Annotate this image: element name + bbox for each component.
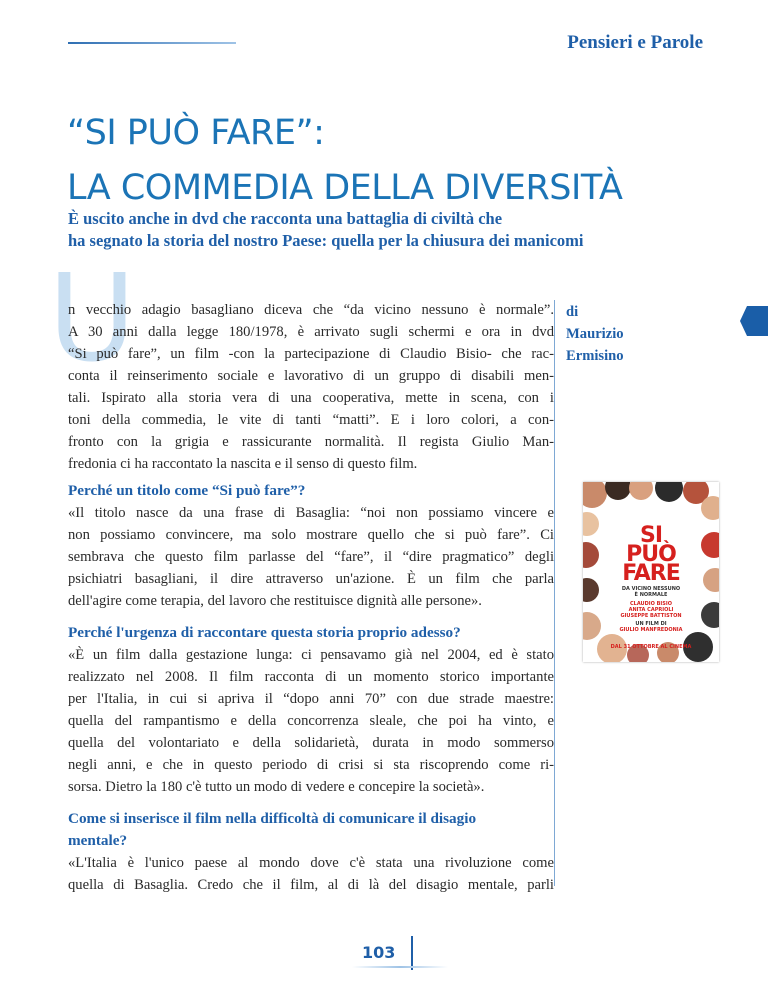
interview-answer [68,502,554,612]
poster-face [583,482,607,508]
poster-release: DAL 31 OTTOBRE AL CINEMA [610,644,692,650]
interview-question [68,808,554,852]
subtitle-line-1: È uscito anche in dvd che racconta una battaglia di civiltà che [68,209,503,228]
poster-face [605,482,631,500]
subtitle-line-2: ha segnato la storia del nostro Paese: quella per la chiusura dei manicomi [68,231,584,250]
article-subtitle [68,208,728,252]
answer-line: psichiatri basagliani, il dire attraverso un'azione. È un film che parla [68,571,554,587]
poster-director: GIULIO MANFREDONIA [619,627,683,633]
answer-line: negli anni, e che in questo periodo di crisi si sta riscoprendo come ri- [68,757,554,773]
interview-block-3 [68,808,554,896]
poster-cast: GIUSEPPE BATTISTON [620,613,682,619]
poster-title-line: PUÒ [626,542,676,567]
intro-line: tali. Ispirato alla storia vera di una cooperativa, mette in scena, con i [68,390,554,406]
page-number-baseline [352,966,448,968]
answer-line: «L'Italia è l'unico paese al mondo dove c'è stata una rivoluzione come [68,855,554,871]
intro-line: fronto con la grigia e rassicurante normalità. Il regista Giulio Man- [68,434,554,450]
question-line: mentale? [68,832,128,849]
page-tab-marker [740,306,768,336]
intro-line: “Si può fare”, un film -con la partecipazione di Claudio Bisio- che rac- [68,346,554,362]
intro-paragraph [68,299,554,475]
answer-line: «Il titolo nasce da una frase di Basaglia: “noi non possiamo vincere e [68,505,554,521]
poster-tagline: DA VICINO NESSUNO [621,586,681,592]
interview-question: Perché un titolo come “Si può fare”? [68,482,306,499]
headline-line-1: “SI PUÒ FARE”: [67,113,325,153]
intro-line: toni della commedia, le vite di tanti “matti”. E i loro colori, a con- [68,412,554,428]
author-first-name: Maurizio [566,326,624,342]
poster-cast: ANITA CAPRIOLI [628,607,674,613]
interview-block-1 [68,480,554,612]
answer-line: realizzato nel 2008. Il film racconta di un momento storico importante [68,669,554,685]
answer-line: quella del rampantismo e della concorrenza sleale, che poi ha vinto, e [68,713,554,729]
page-number: 103 [362,943,396,962]
answer-line: dell'agire come terapia, del lavoro che restituisce dignità alle persone». [68,593,482,609]
article-headline [67,106,622,216]
poster-title-line: SI [639,523,663,548]
intro-line: n vecchio adagio basagliano diceva che “da vicino nessuno è normale”. [68,302,554,318]
interview-answer [68,852,554,896]
drop-cap: U [48,250,136,389]
answer-line: quella del volontariato e della solidarietà, durata in modo sommerso [68,735,554,751]
header-rule [68,42,236,44]
poster-face [701,496,719,520]
author-last-name: Ermisino [566,348,624,364]
interview-answer [68,644,554,798]
poster-title-line: FARE [622,561,680,586]
answer-line: quella di Basaglia. Credo che il film, al di là del disagio mentale, parli [68,877,554,893]
movie-poster-image [583,482,719,662]
author-byline [566,301,624,367]
column-divider [554,300,555,886]
answer-line: sorsa. Dietro la 180 c'è tutto un modo di vedere e concepire la società». [68,779,485,795]
intro-line: conta il reinserimento sociale e lavorativo di un gruppo di disabili men- [68,368,554,384]
answer-line: per l'Italia, in cui si apriva il “dopo anni 70” con due strade maestre: [68,691,554,707]
intro-line: fredonia ci ha raccontato la nascita e il senso di questo film. [68,456,418,472]
intro-line: A 30 anni dalla legge 180/1978, è arrivato sugli schermi e ora in dvd [68,324,554,340]
interview-question: Perché l'urgenza di raccontare questa storia proprio adesso? [68,624,461,641]
poster-cast: CLAUDIO BISIO [629,601,673,607]
answer-line: non possiamo convincere, ma solo mostrare quello che si può fare”. Ci [68,527,554,543]
byline-prefix: di [566,304,579,320]
poster-tagline: È NORMALE [634,592,668,598]
answer-line: sembrava che questo film parlasse del “fare”, il “dire pragmatico” degli [68,549,554,565]
poster-face [655,482,683,502]
interview-block-2 [68,622,554,798]
headline-line-2: LA COMMEDIA DELLA DIVERSITÀ [67,168,623,208]
answer-line: «È un film dalla gestazione lunga: ci pensavamo già nel 2004, ed è stato [68,647,554,663]
page-number-rule [411,936,413,970]
section-label: Pensieri e Parole [567,32,703,53]
question-line: Come si inserisce il film nella difficoltà di comunicare il disagio [68,810,477,827]
poster-director-credit: UN FILM DI [635,621,667,627]
poster-face [629,482,653,500]
